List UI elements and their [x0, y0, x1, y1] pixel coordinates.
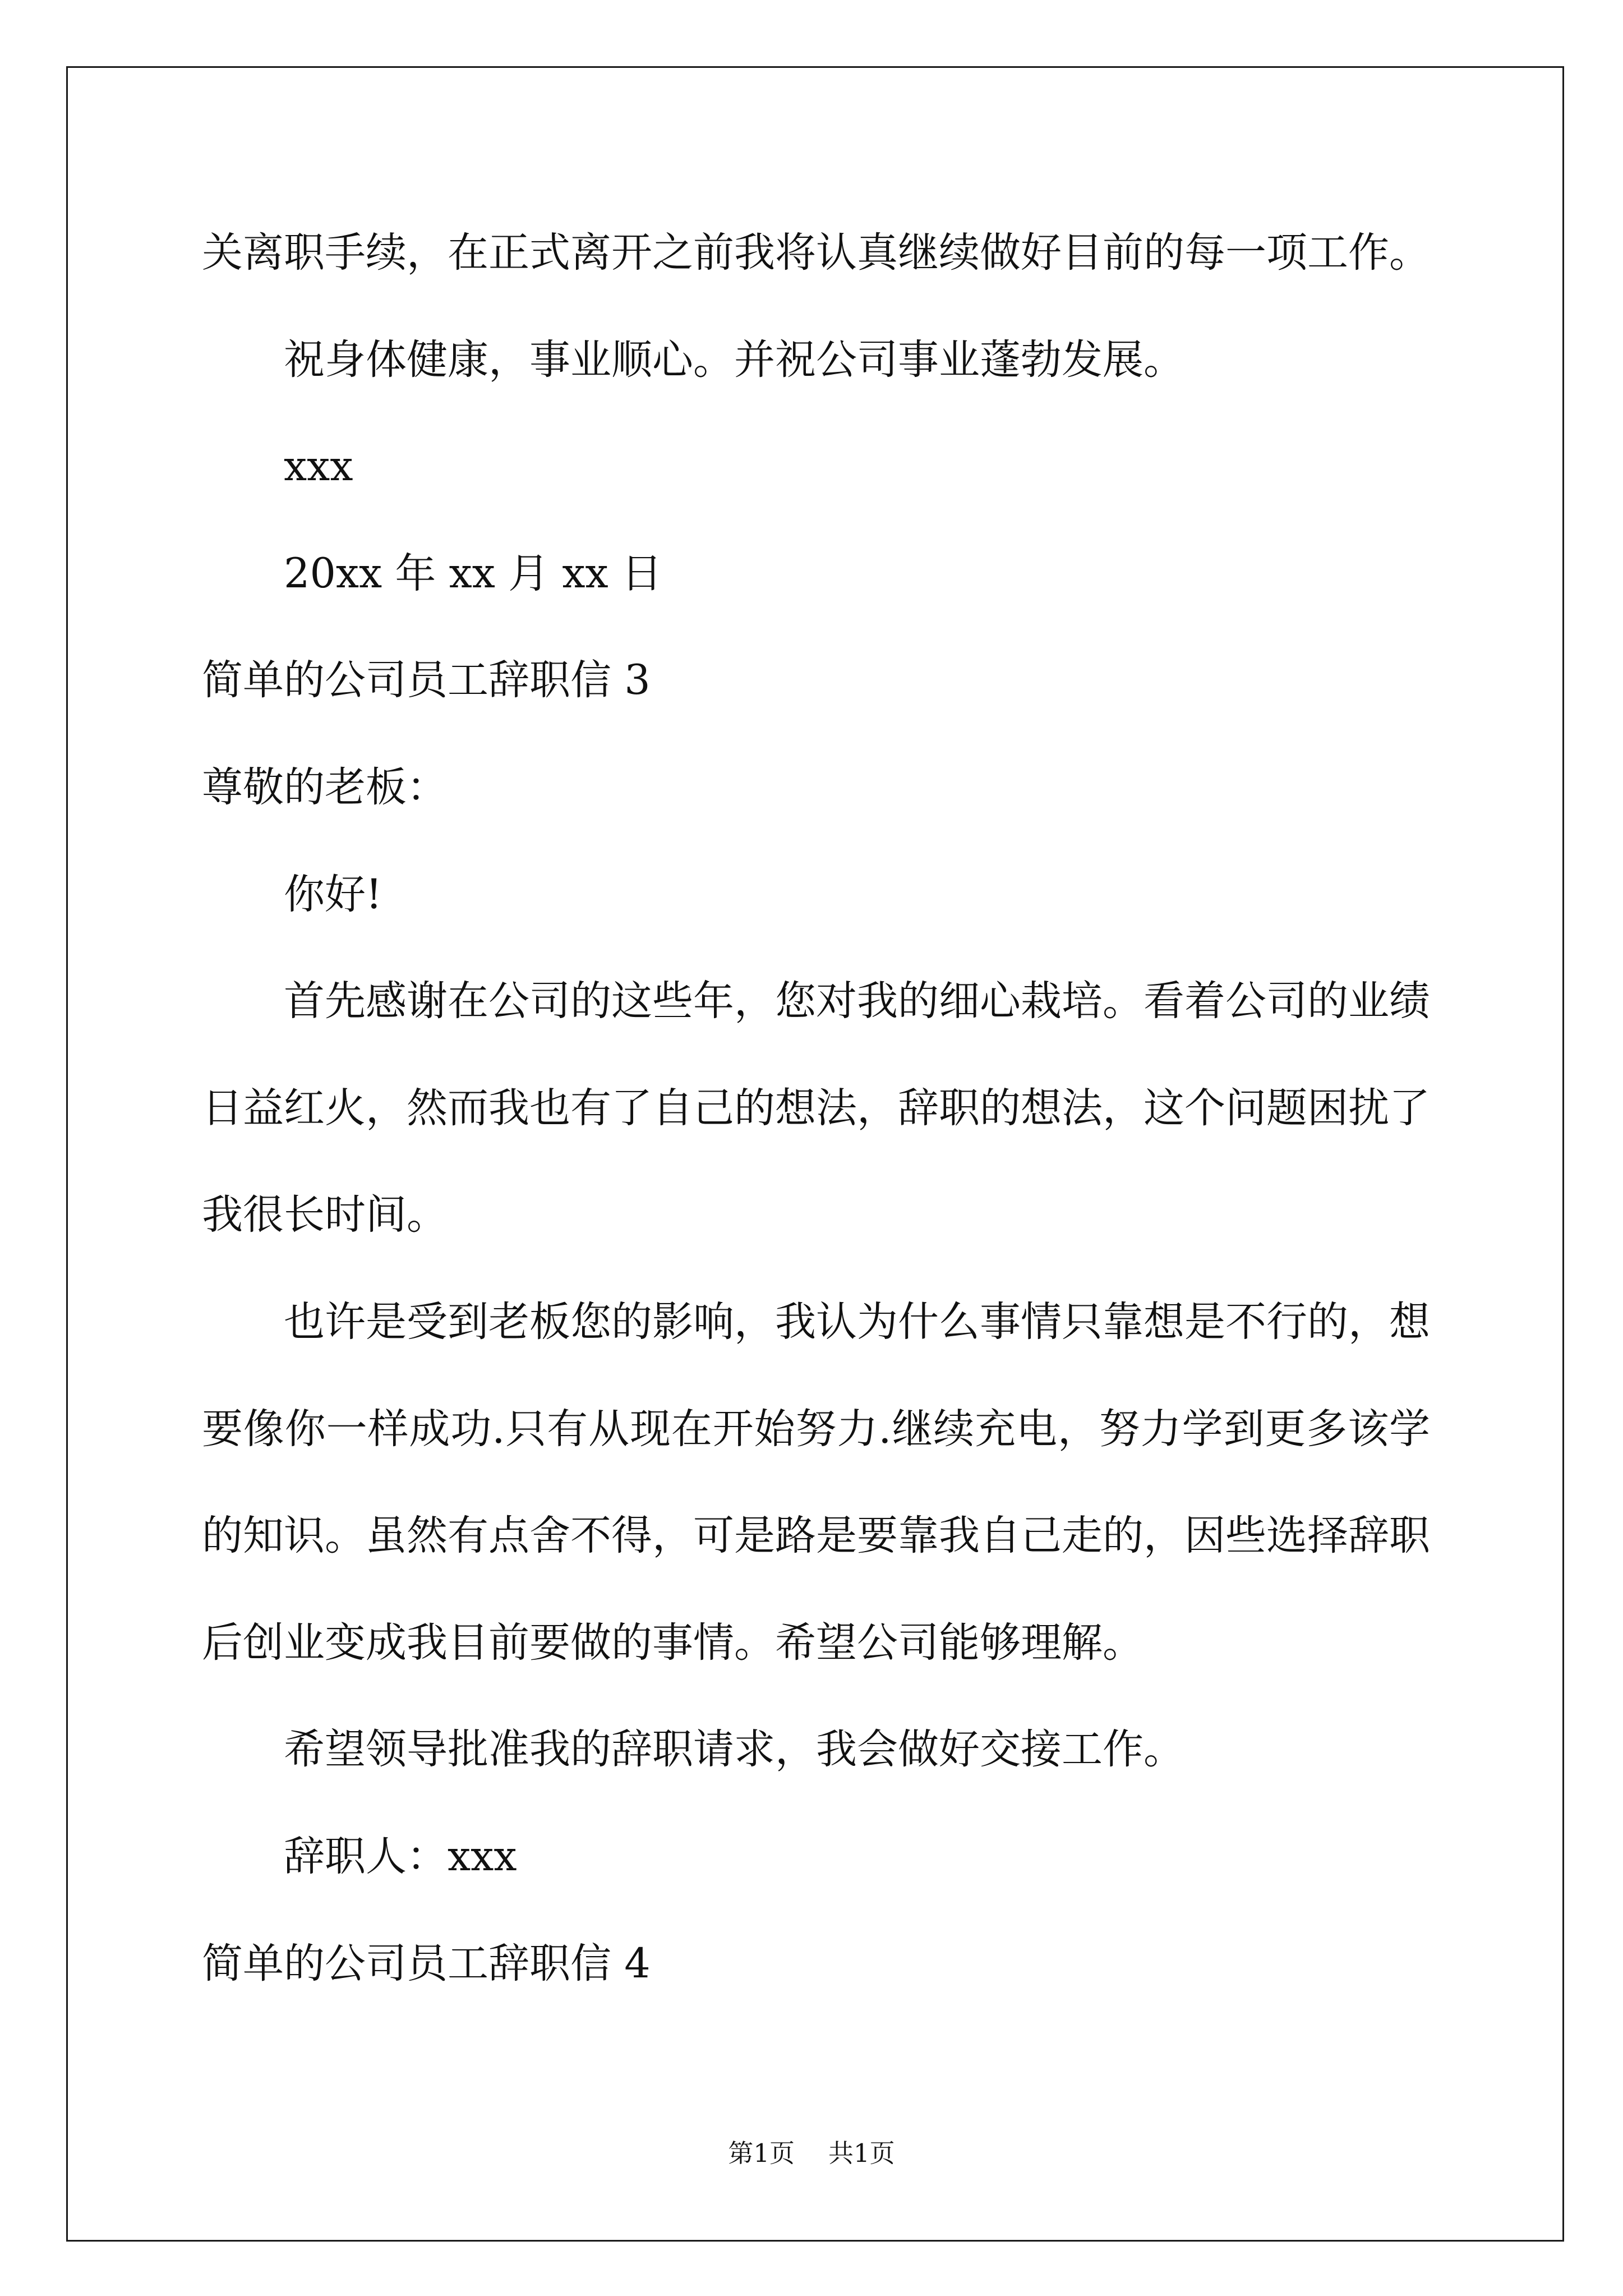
text-line: 你好! — [284, 870, 382, 918]
signature-date — [202, 521, 1430, 628]
page-number: 第1页 — [728, 2138, 795, 2168]
text-line: 简单的公司员工辞职信 4 — [202, 1939, 651, 1987]
signature-name — [202, 413, 1430, 521]
text-line: 的知识。虽然有点舍不得，可是路是要靠我自己走的，因些选择辞职 — [202, 1512, 1430, 1560]
text-line: 尊敬的老板： — [202, 763, 448, 811]
text-line: 要像你一样成功.只有从现在开始努力.继续充电，努力学到更多该学 — [202, 1405, 1430, 1453]
paragraph-gratitude — [202, 948, 1430, 1269]
salutation — [202, 734, 1430, 841]
text-line: xxx — [284, 443, 353, 491]
text-line: 简单的公司员工辞职信 3 — [202, 656, 651, 705]
greeting — [202, 841, 1430, 949]
letter-title-4 — [202, 1911, 1430, 2018]
paragraph-reason — [202, 1269, 1430, 1696]
text-line: 希望领导批准我的辞职请求，我会做好交接工作。 — [284, 1726, 1184, 1774]
text-line: 首先感谢在公司的这些年，您对我的细心栽培。看着公司的业绩 — [284, 977, 1430, 1025]
resigner-signature — [202, 1803, 1430, 1911]
paragraph-closing-note — [202, 200, 1430, 307]
paragraph-wishes — [202, 307, 1430, 414]
letter-body — [202, 200, 1430, 2017]
text-line: 20xx 年 xx 月 xx 日 — [284, 549, 662, 597]
text-line: 关离职手续，在正式离开之前我将认真继续做好目前的每一项工作。 — [202, 229, 1430, 277]
paragraph-request — [202, 1696, 1430, 1803]
page-footer — [0, 2137, 1623, 2170]
text-line: 辞职人：xxx — [284, 1832, 517, 1880]
text-line: 也许是受到老板您的影响，我认为什么事情只靠想是不行的，想 — [284, 1297, 1430, 1346]
page-total: 共1页 — [828, 2138, 895, 2168]
text-line: 我很长时间。 — [202, 1191, 448, 1239]
letter-title-3 — [202, 627, 1430, 734]
text-line: 日益红火，然而我也有了自己的想法，辞职的想法，这个问题困扰了 — [202, 1084, 1430, 1132]
text-line: 后创业变成我目前要做的事情。希望公司能够理解。 — [202, 1618, 1144, 1667]
text-line: 祝身体健康，事业顺心。并祝公司事业蓬勃发展。 — [284, 335, 1184, 384]
